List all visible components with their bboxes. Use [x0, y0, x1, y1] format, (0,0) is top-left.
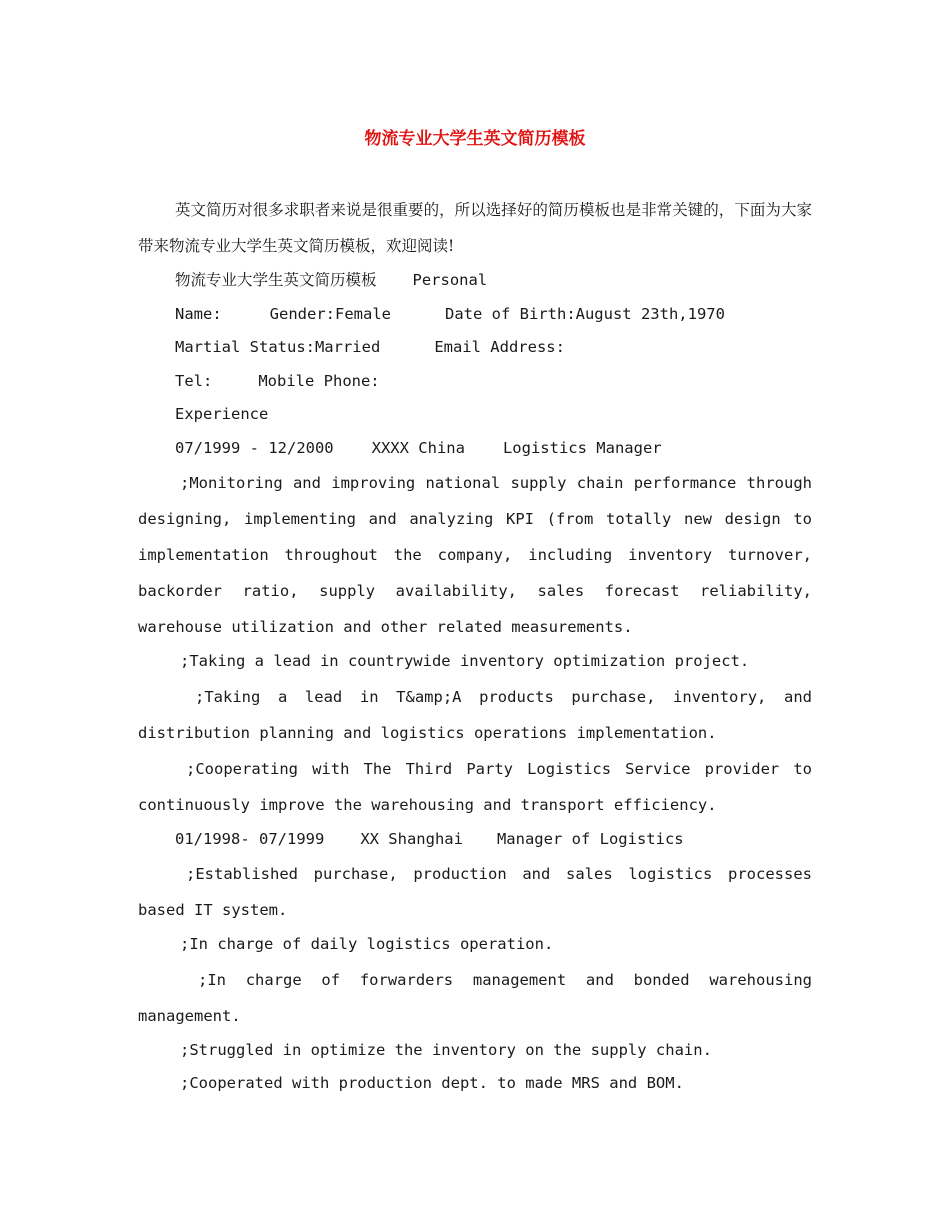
document-body [138, 192, 812, 1101]
job-2-duty-3: ;In charge of forwarders management and bonded warehousing management. [138, 970, 812, 1025]
job-2-duty-1: ;Established purchase, production and sales logistics processes based IT system. [138, 865, 812, 919]
document-title: 物流专业大学生英文简历模板 [364, 129, 586, 149]
job-1-period: 07/1999 - 12/2000 [175, 438, 334, 457]
dob-field: Date of Birth:August 23th,1970 [445, 304, 725, 323]
job-1-company: XXXX China [371, 438, 465, 457]
intro-paragraph: 英文简历对很多求职者来说是很重要的，所以选择好的简历模板也是非常关键的，下面为大家带来物流专业大学生英文简历模板，欢迎阅读! [138, 201, 812, 255]
job-2-period: 01/1998- 07/1999 [175, 829, 325, 848]
job-1-duty-4: ;Cooperating with The Third Party Logistics Service provider to continuously improve the warehousing and transport efficiency. [138, 759, 812, 814]
job-2-duty-2: ;In charge of daily logistics operation. [180, 935, 554, 953]
name-line [138, 298, 812, 332]
job-2-header [138, 823, 812, 857]
email-field: Email Address: [434, 338, 565, 356]
gender-field: Gender:Female [269, 304, 391, 323]
template-heading: 物流专业大学生英文简历模板 [175, 271, 377, 289]
name-label: Name: [175, 304, 222, 323]
job-1-duty-2: ;Taking a lead in countrywide inventory optimization project. [180, 652, 750, 670]
job-2-duty-5: ;Cooperated with production dept. to made MRS and BOM. [180, 1074, 684, 1092]
template-heading-line [138, 264, 812, 298]
marital-field: Martial Status:Married [175, 338, 381, 356]
job-1-role: Logistics Manager [502, 438, 662, 457]
tel-label: Tel: [175, 371, 213, 390]
job-1-header [138, 432, 812, 466]
job-1-duty-1: ;Monitoring and improving national supply chain performance through designing, implementing and analyzing KPI (from totally new design to implementation throughout the company, including inventory turnover, backorder ratio, supply availability, sales forecast reliability, warehouse utilization and other related measurements. [138, 474, 812, 636]
experience-heading: Experience [175, 405, 269, 423]
marital-line [138, 331, 812, 365]
personal-label: Personal [412, 271, 488, 289]
job-1-duty-3: ;Taking a lead in T&amp;A products purchase, inventory, and distribution planning and logistics operations implementation. [138, 687, 812, 742]
job-2-company: XX Shanghai [360, 829, 463, 848]
job-2-role: Manager of Logistics [496, 829, 684, 848]
job-2-duty-4: ;Struggled in optimize the inventory on the supply chain. [180, 1040, 712, 1059]
tel-line [138, 365, 812, 399]
mobile-label: Mobile Phone: [258, 371, 380, 390]
